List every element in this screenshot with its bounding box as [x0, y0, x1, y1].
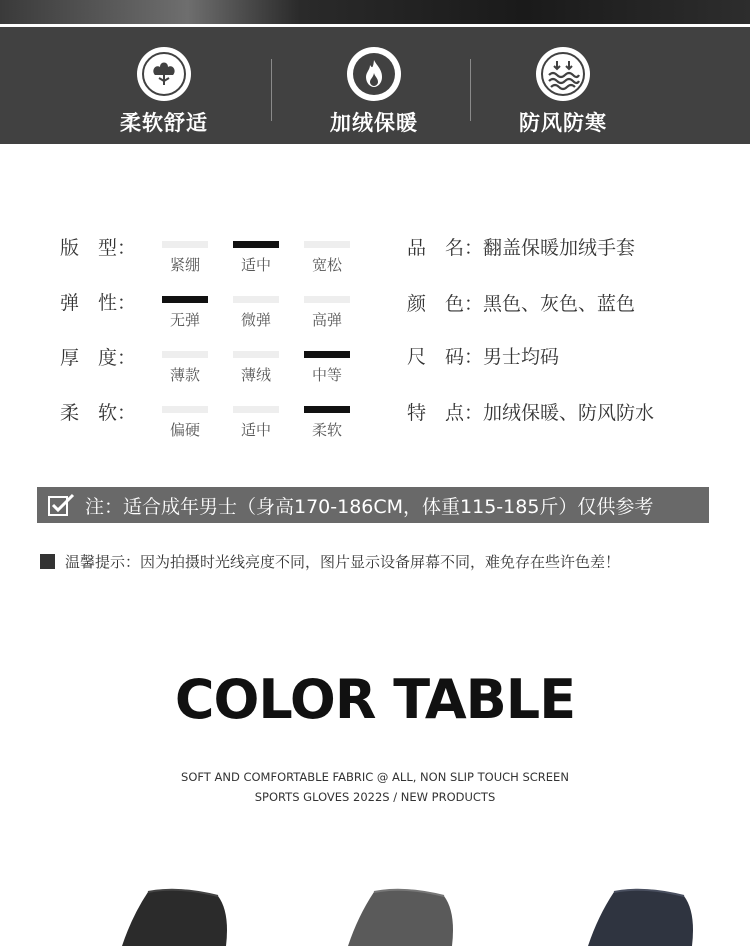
- flame-icon: [347, 47, 401, 101]
- wind-waves-icon: [536, 47, 590, 101]
- rating-bar: [304, 296, 350, 303]
- tip: [40, 551, 620, 572]
- rating-bar: [162, 406, 208, 413]
- rating-bar: [233, 296, 279, 303]
- feature-windproof: [493, 47, 633, 137]
- note-text: 注：适合成年男士（身高170-186CM，体重115-185斤）仅供参考: [85, 495, 654, 518]
- product-photo-strip: [0, 0, 750, 24]
- rating-bar: [233, 241, 279, 248]
- rating-label: 适中: [240, 256, 271, 274]
- glove-black: [118, 886, 238, 946]
- rating-option: [303, 351, 351, 385]
- rating-bar: [162, 351, 208, 358]
- feature-band: [0, 27, 750, 144]
- rating-bar: [233, 406, 279, 413]
- glove-blue: [584, 886, 704, 946]
- property-features: 特 点：加绒保暖、防风防水: [407, 402, 655, 424]
- feature-label: 加绒保暖: [330, 111, 418, 135]
- rating-label: 薄款: [169, 366, 200, 384]
- feature-soft: [94, 47, 234, 137]
- rating-label: 高弹: [311, 311, 342, 329]
- property-name: 品 名：翻盖保暖加绒手套: [407, 237, 636, 259]
- rating-option: [232, 406, 280, 440]
- rating-label: 薄绒: [240, 366, 271, 384]
- rating-option: [303, 406, 351, 440]
- cotton-icon: [137, 47, 191, 101]
- property-color: 颜 色：黑色、灰色、蓝色: [407, 293, 636, 315]
- rating-bar: [162, 241, 208, 248]
- rating-option: [161, 406, 209, 440]
- spec-label: 厚 度：: [60, 347, 137, 369]
- rating-option: [232, 296, 280, 330]
- rating-option: [161, 296, 209, 330]
- square-bullet-icon: [40, 554, 55, 569]
- note-bar: [37, 487, 709, 523]
- feature-label: 防风防寒: [519, 111, 607, 135]
- rating-label: 宽松: [311, 256, 342, 274]
- rating-label: 无弹: [169, 311, 200, 329]
- spec-label: 版 型：: [60, 237, 137, 259]
- color-table-subtitle: SOFT AND COMFORTABLE FABRIC @ ALL, NON SLIP TOUCH SCREEN: [181, 770, 569, 784]
- rating-bar: [162, 296, 208, 303]
- tip-text: 温馨提示：因为拍摄时光线亮度不同，图片显示设备屏幕不同，难免存在些许色差！: [65, 553, 621, 571]
- rating-bar: [304, 406, 350, 413]
- rating-option: [232, 351, 280, 385]
- rating-label: 偏硬: [169, 421, 200, 439]
- rating-option: [232, 241, 280, 275]
- checkbox-icon: [47, 493, 75, 517]
- spec-label: 弹 性：: [60, 292, 137, 314]
- feature-divider: [470, 59, 471, 121]
- feature-warm: [304, 47, 444, 137]
- rating-option: [303, 296, 351, 330]
- rating-option: [161, 241, 209, 275]
- rating-label: 紧绷: [169, 256, 200, 274]
- color-table-subtitle: SPORTS GLOVES 2022S / NEW PRODUCTS: [254, 790, 496, 804]
- rating-option: [303, 241, 351, 275]
- feature-label: 柔软舒适: [120, 111, 208, 135]
- feature-divider: [271, 59, 272, 121]
- color-table-title: COLOR TABLE: [174, 668, 576, 731]
- rating-label: 中等: [311, 366, 342, 384]
- rating-label: 微弹: [240, 311, 271, 329]
- spec-label: 柔 软：: [60, 402, 137, 424]
- rating-label: 柔软: [311, 421, 342, 439]
- rating-bar: [304, 351, 350, 358]
- rating-bar: [233, 351, 279, 358]
- property-size: 尺 码：男士均码: [407, 346, 560, 368]
- rating-label: 适中: [240, 421, 271, 439]
- rating-bar: [304, 241, 350, 248]
- rating-option: [161, 351, 209, 385]
- glove-gray: [344, 886, 464, 946]
